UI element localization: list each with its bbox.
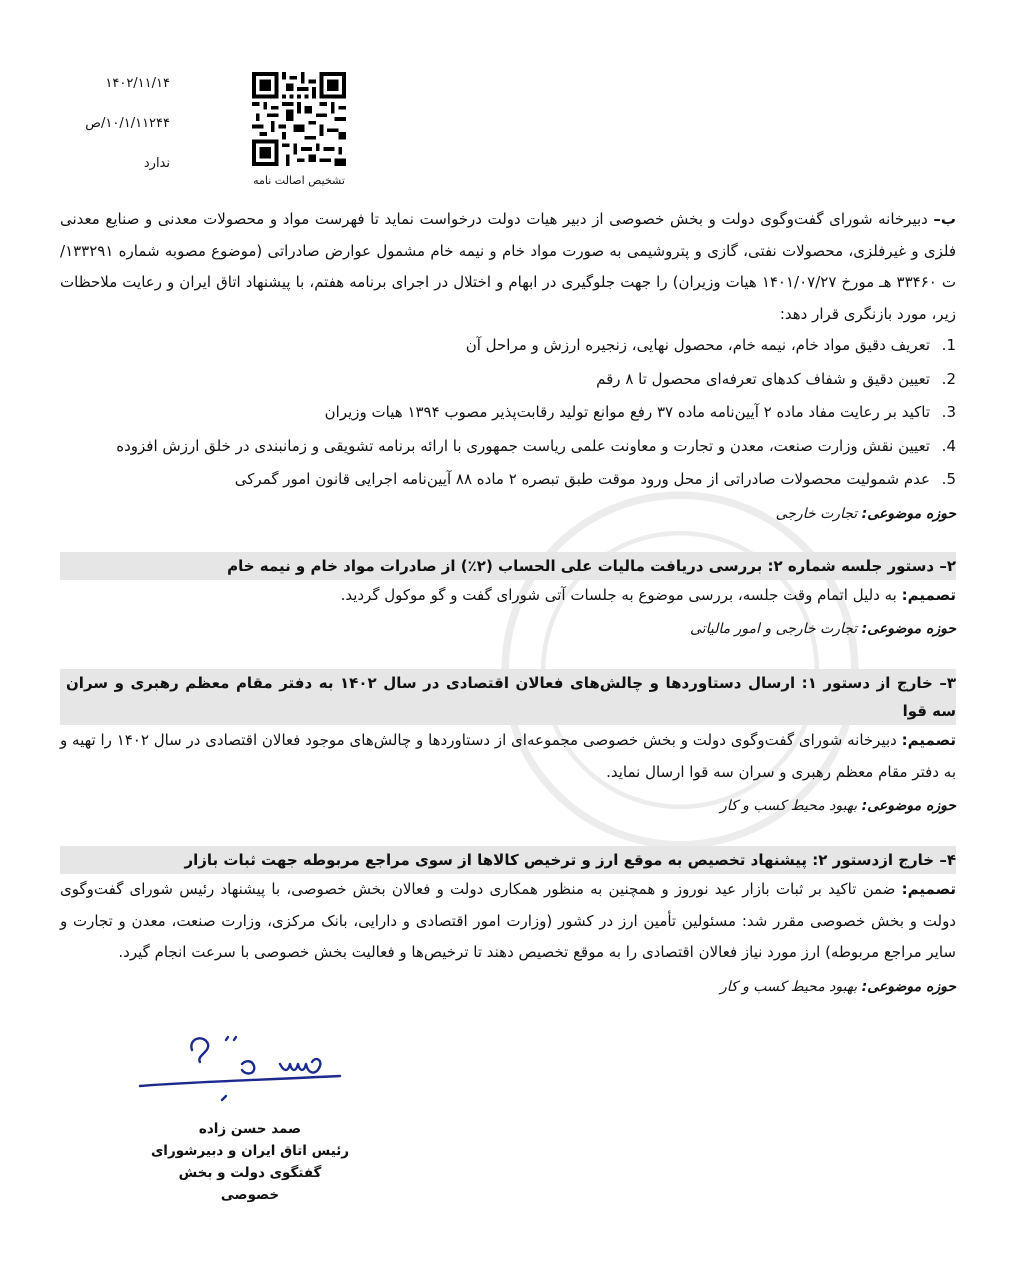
subject-domain-label: حوزه موضوعی: <box>861 978 956 995</box>
list-item-text: تاکید بر رعایت مفاد ماده ۲ آیین‌نامه ماده ۳۷ رفع موانع تولید رقابت‌پذیر مصوب ۱۳۹۴ هیات وزیران <box>324 403 930 421</box>
subject-domain-label: حوزه موضوعی: <box>861 505 956 522</box>
subject-domain <box>60 973 956 1001</box>
decision-text: ضمن تاکید بر ثبات بازار عید نوروز و همچنین به منظور همکاری دولت و فعالان بخش خصوصی، با پیشنهاد رئیس شورای گفت‌وگوی دولت و بخش خصوصی مقرر شد: مسئولین تأمین ارز در کشور (وزارت امور اقتصادی و دارایی، بانک مرکزی، وزارت صنعت، معدن و تجارت و سایر مراجع مربوطه) ارز مورد نیاز فعالان اقتصادی را به موقع تخصیص دهند تا ترخیص‌ها و فعالیت بخش خصوصی با سرعت انجام گیرد. <box>60 880 956 961</box>
decision-text: به دلیل اتمام وقت جلسه، بررسی موضوع به جلسات آتی شورای گفت و گو موکول گردید. <box>340 585 897 604</box>
decision-paragraph <box>60 725 956 788</box>
list-item <box>60 397 956 429</box>
list-item-text: تعیین نقش وزارت صنعت، معدن و تجارت و معاونت علمی ریاست جمهوری با ارائه برنامه تشویقی و زمانبندی در خلق ارزش افزوده <box>116 436 930 455</box>
list-item-text: تعیین دقیق و شفاف کدهای تعرفه‌ای محصول تا ۸ رقم <box>596 369 930 388</box>
letter-meta <box>60 76 170 196</box>
subject-domain-value: تجارت خارجی <box>775 505 858 522</box>
decision-paragraph <box>60 580 956 612</box>
list-item-number: 3. <box>941 403 956 421</box>
subject-domain <box>60 615 956 643</box>
signer-title: رئیس اتاق ایران و دبیرشورای <box>150 1143 350 1159</box>
list-item <box>60 431 956 463</box>
agenda-section <box>60 552 956 644</box>
subject-domain-value: تجارت خارجی و امور مالیاتی <box>690 621 858 637</box>
decision-text: دبیرخانه شورای گفت‌وگوی دولت و بخش خصوصی مجموعه‌ای از دستاوردها و چالش‌های موجود فعالان اقتصادی در سال ۱۴۰۲ را تهیه و به دفتر مقام معظم رهبری و سران سه قوا ارسال نماید. <box>60 731 956 781</box>
list-item-text: عدم شمولیت محصولات صادراتی از محل ورود موقت طبق تبصره ۲ ماده ۸۸ آیین‌نامه اجرایی قانون امور گمرکی <box>234 470 930 488</box>
list-item <box>60 364 956 396</box>
subject-domain-label: حوزه موضوعی: <box>861 621 956 637</box>
section-title: ۳– خارج از دستور ۱: ارسال دستاوردها و چالش‌های فعالان اقتصادی در سال ۱۴۰۲ به دفتر مقام معظم رهبری و سران سه قوا <box>60 669 956 725</box>
requirements-list <box>60 330 956 496</box>
signer-name: صمد حسن زاده <box>198 1121 302 1137</box>
subject-domain <box>60 500 956 528</box>
subject-domain-value: بهبود محیط کسب و کار <box>719 798 858 814</box>
decision-paragraph <box>60 874 956 969</box>
decision-label: تصمیم: <box>901 880 956 898</box>
letter-body <box>60 204 956 1001</box>
letter-attachment: ندارد <box>143 156 170 171</box>
agenda-section <box>60 846 956 1001</box>
list-item-number: 4. <box>941 436 956 455</box>
letter-number: ۱۰/۱/۱۱۲۴۴/ص <box>85 116 170 131</box>
list-item <box>60 464 956 496</box>
subject-domain-value: بهبود محیط کسب و کار <box>719 978 858 995</box>
list-item <box>60 330 956 362</box>
intro-label: ب– <box>933 210 956 228</box>
signature-icon <box>130 1030 370 1110</box>
decision-label: تصمیم: <box>901 731 956 749</box>
signer-block <box>150 1118 350 1206</box>
decision-label: تصمیم: <box>901 585 956 604</box>
intro-paragraph <box>60 204 956 330</box>
list-item-number: 5. <box>941 470 956 488</box>
intro-text: دبیرخانه شورای گفت‌وگوی دولت و بخش خصوصی از دبیر هیات دولت درخواست نماید تا فهرست مواد و محصولات معدنی و صنایع معدنی فلزی و غیرفلزی، محصولات نفتی، گازی و پتروشیمی به صورت مواد خام و نیمه خام مشمول عوارض صادراتی (موضوع مصوبه شماره ۱۳۳۲۹۱/ت ۳۳۴۶۰ هـ مورخ ۱۴۰۱/۰۷/۲۷ هیات وزیران) را جهت جلوگیری در ابهام و اختلال در اجرای برنامه هفتم، با پیشنهاد اتاق ایران و رعایت ملاحظات زیر، مورد بازنگری قرار دهد: <box>60 210 956 323</box>
section-title: ۲– دستور جلسه شماره ۲: بررسی دریافت مالیات علی الحساب (۲٪) از صادرات مواد خام و نیمه خام <box>60 552 956 580</box>
section-title: ۴– خارج ازدستور ۲: پیشنهاد تخصیص به موقع ارز و ترخیص کالاها از سوی مراجع مربوطه جهت ثبات بازار <box>60 846 956 874</box>
subject-domain <box>60 792 956 820</box>
list-item-text: تعریف دقیق مواد خام، نیمه خام، محصول نهایی، زنجیره ارزش و مراحل آن <box>465 336 930 354</box>
list-item-number: 1. <box>941 336 956 354</box>
agenda-section <box>60 669 956 820</box>
qr-label: تشخیص اصالت نامه <box>253 174 345 187</box>
signer-title: گفتگوی دولت و بخش خصوصی <box>178 1165 322 1203</box>
letter-date: ۱۴۰۲/۱۱/۱۴ <box>105 76 170 91</box>
qr-code-icon[interactable] <box>252 72 346 166</box>
list-item-number: 2. <box>941 369 956 388</box>
subject-domain-label: حوزه موضوعی: <box>861 798 956 814</box>
